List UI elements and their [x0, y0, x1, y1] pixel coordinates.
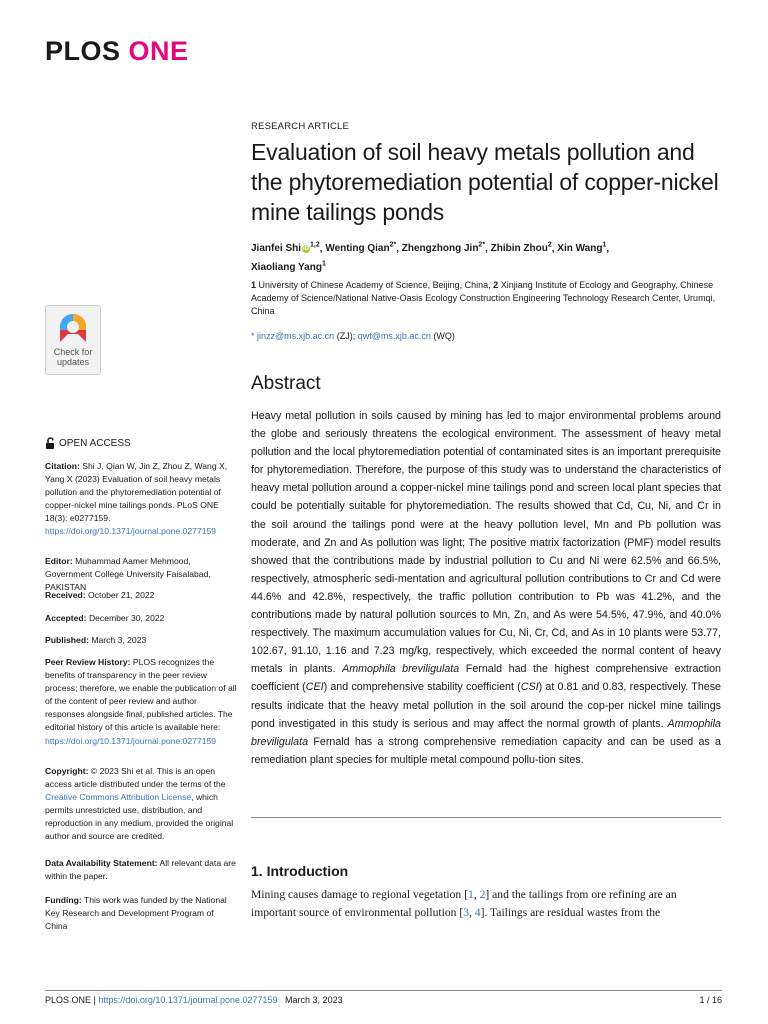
editor-block: Editor: Muhammad Aamer Mehmood, Government College University Faisalabad, PAKISTAN — [45, 556, 211, 593]
data-availability-block: Data Availability Statement: All relevant data are within the paper. — [45, 858, 236, 882]
page-footer: PLOS ONE | https://doi.org/10.1371/journal.pone.0277159 March 3, 2023 — [45, 995, 343, 1005]
abstract-text: Heavy metal pollution in soils caused by mining has led to major environmental problems around the globe and seriously threatens the ecological environment. The assessment of heavy metal pollution and the local phytoremediation potential of contaminated sites is an important prerequisite for phytoremediation. Therefore, the purpose of this study was to understand the characteristics of heavy metal pollution around a copper-nickel mine tailings pond and screen local plant species that could be potentially suitable for phytoremediation. The results showed that Cd, Cu, Ni, and Cr in the soil around the tailings pond were at the heavy pollution level, Mn and Pb pollution was moderate, and Zn and As pollution was light; The positive matrix factorization (PMF) model results showed that the contributions made by industrial pollution to Cu and Ni were 62.5% and 66.5%, respectively, atmospheric sedi-mentation and agricultural pollution contributions to Cr and Cd were 44.6% and 42.8%, respectively, the traffic pollution contribution to Pb was 41.2%, and the contributions made by natural pollution sources to Mn, Zn, and As were 54.5%, 47.9%, and 40.0% respectively. The maximum accumulation values for Cu, Ni, Cr, Cd, and As in 10 plants were 53.77, 102.67, 91.10, 1.16 and 7.23 mg/kg, respectively, which exceeded the normal content of heavy metals in plants. Ammophila breviligulata Fernald had the highest comprehensive extraction coefficient (CEI) and comprehensive stability coefficient (CSI) at 0.81 and 0.83, respectively. These results indicate that the heavy metal pollution in the soil around the cop-per nickel mine tailings pond investigated in this study is serious and may affect the normal growth of plants. Ammophila breviligulata Fernald has a strong comprehensive remediation capacity and can be used as a remediation plant species for multiple metal compound pollu-tion sites. — [251, 410, 721, 766]
accepted-date: Accepted: December 30, 2022 — [45, 613, 165, 623]
reference-link[interactable]: 4 — [474, 906, 481, 919]
peer-review-block: Peer Review History: PLOS recognizes the benefits of transparency in the peer review process; therefore, we enable the publication of all of the content of peer review and author responses alongside final, published articles. The editorial history of this article is available here: https://doi.org/10.1371/journal.pone.0277159 — [45, 657, 237, 746]
copyright-block: Copyright: © 2023 Shi et al. This is an open access article distributed under the terms of the Creative Commons Attribution License, which permits unrestricted use, distribution, and reproduction in any medium, provided the original author and source are credited. — [45, 766, 234, 842]
section-divider — [251, 817, 721, 818]
author[interactable]: Xiaoliang Yang$^1$ — [251, 260, 326, 274]
article-type: RESEARCH ARTICLE — [251, 121, 350, 132]
affiliations: 1 University of Chinese Academy of Science, Beijing, China, 2 Xinjiang Institute of Ecology and Geography, Chinese Academy of Science/National Native-Oasis Ecology Construction Engineering Technology Research Center, Urumqi, China — [251, 280, 716, 316]
author-list: Jianfei Shi iD$^{1,2}$, Wenting Qian$^{2*}$, Zhengzhong Jin$^{2*}$, Zhibin Zhou$^2$, Xin Wang$^1$, Xiaoliang Yang$^1$ — [251, 242, 610, 274]
published-date: Published: March 3, 2023 — [45, 635, 147, 645]
check-for-updates-badge[interactable] — [45, 305, 101, 375]
funding-block: Funding: This work was funded by the National Key Research and Development Program of China — [45, 895, 227, 932]
author[interactable]: Wenting Qian$^{2*}$ — [325, 242, 397, 255]
reference-link[interactable]: 1 — [468, 888, 474, 901]
license-link[interactable]: Creative Commons Attribution License — [45, 792, 192, 803]
citation-block: Citation: Shi J, Qian W, Jin Z, Zhou Z, Wang X, Yang X (2023) Evaluation of soil heavy metals pollution and the phytoremediation potential of copper-nickel mine tailings ponds. PLoS ONE 18(3): e0277159. https://doi.org/10.1371/journal.pone.0277159 — [45, 461, 228, 537]
open-access-label: OPEN ACCESS — [45, 437, 131, 450]
footer-divider — [45, 990, 722, 991]
orcid-icon[interactable]: iD — [303, 245, 310, 252]
journal-logo: PLOS ONE — [45, 36, 189, 66]
author[interactable]: Xin Wang$^1$ — [557, 242, 607, 255]
email-link[interactable]: jinzz@ms.xjb.ac.cn — [257, 331, 335, 341]
peer-review-link[interactable]: https://doi.org/10.1371/journal.pone.0277159 — [45, 735, 217, 746]
reference-link[interactable]: 2 — [479, 888, 486, 901]
page-number: 1 / 16 — [699, 995, 722, 1005]
corresponding-contact: * jinzz@ms.xjb.ac.cn (ZJ); qwt@ms.xjb.ac.cn (WQ) — [251, 331, 455, 341]
introduction-text: Mining causes damage to regional vegetation [1, 2] and the tailings from ore refining are an important source of environmental pollution [3, 4]. Tailings are residual wastes from the — [251, 888, 677, 919]
email-link[interactable]: qwt@ms.xjb.ac.cn — [357, 331, 431, 341]
reference-link[interactable]: 3 — [463, 906, 469, 919]
author[interactable]: Zhengzhong Jin$^{2*}$ — [401, 242, 486, 255]
citation-doi-link[interactable]: https://doi.org/10.1371/journal.pone.0277159 — [45, 526, 217, 537]
badge-text: Check for updates — [53, 347, 93, 367]
received-date: Received: October 21, 2022 — [45, 590, 155, 600]
author[interactable]: Zhibin Zhou$^2$ — [490, 242, 552, 255]
crossmark-icon — [58, 312, 88, 344]
introduction-heading: 1. Introduction — [251, 863, 349, 879]
abstract-heading: Abstract — [251, 373, 321, 394]
footer-doi-link[interactable]: https://doi.org/10.1371/journal.pone.0277159 — [98, 995, 278, 1005]
article-title: Evaluation of soil heavy metals pollution and the phytoremediation potential of copper-nickel mine tailings ponds — [251, 139, 719, 225]
open-lock-icon — [45, 437, 56, 450]
author[interactable]: Jianfei Shi iD$^{1,2}$ — [251, 242, 320, 255]
